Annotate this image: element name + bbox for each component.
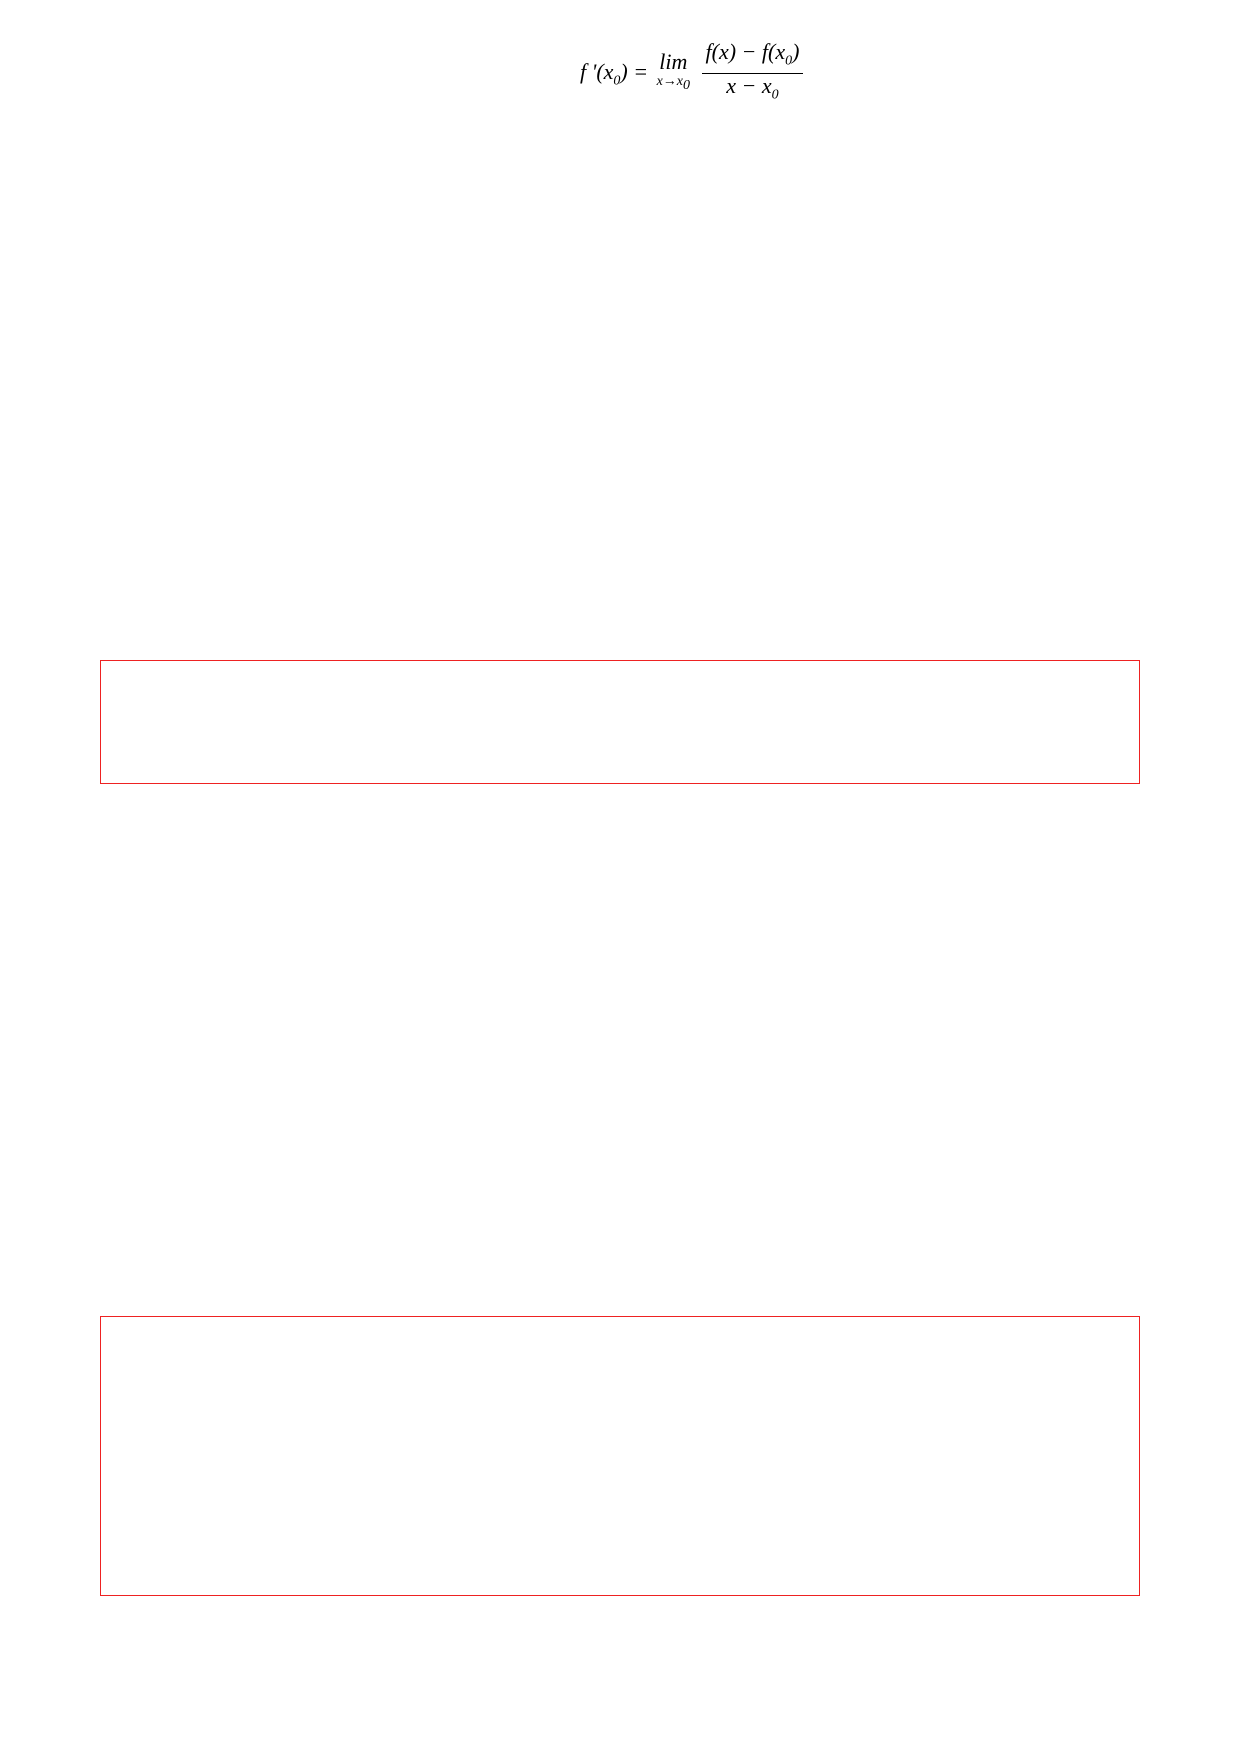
answer-a1-ie: [1040, 1125, 1060, 1151]
section-c-limits: [190, 372, 240, 399]
section2-box: [100, 1316, 1140, 1596]
answer-a1: [1040, 985, 1060, 1013]
definition-line3: [1092, 748, 1132, 774]
f-prime-definition: f '$(x_0)$ = lim $x\to x_0$ $\frac{f(x) - f(x_0)}{x - x_0}$: [580, 40, 806, 108]
definition-box: [100, 660, 1140, 784]
answer-a1-tangent: [1020, 1055, 1060, 1081]
